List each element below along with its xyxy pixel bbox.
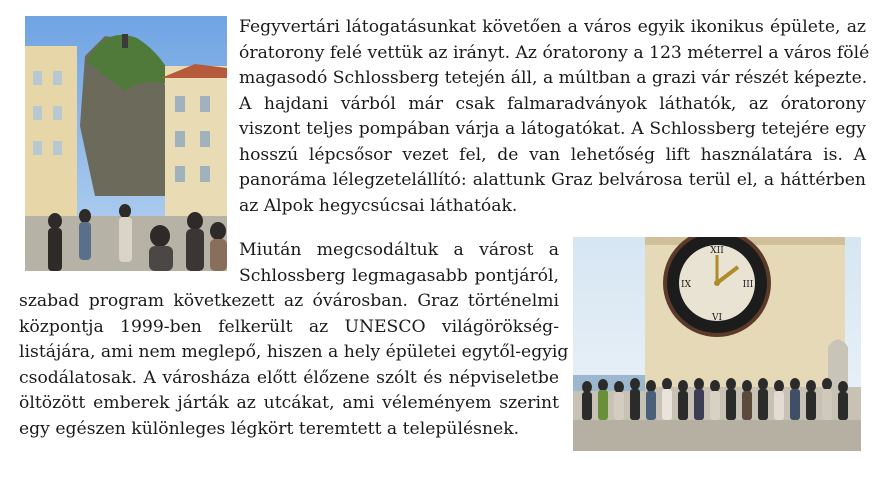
svg-text:III: III xyxy=(742,280,754,290)
paragraph-old-town xyxy=(19,289,569,442)
clock-tower-illustration xyxy=(573,237,861,451)
text-line: központja 1999-ben felkerült az UNESCO világörökség- xyxy=(19,316,559,337)
text-line: A hajdani várból már csak falmaradványok láthatók, az óratorony xyxy=(239,93,866,114)
text-line: viszont teljes pompában várja a látogatókat. A Schlossberg tetejére egy xyxy=(239,119,866,139)
text-line: óratorony felé vettük az irányt. Az óratorony a 123 méterrel a város fölé xyxy=(239,42,870,63)
text-line: Fegyvertári látogatásunkat követően a város egyik ikonikus épülete, az xyxy=(239,17,866,37)
text-line: Schlossberg legmagasabb pontjáról, xyxy=(239,265,559,286)
street-photo xyxy=(25,16,227,271)
text-line: hosszú lépcsősor vezet fel, de van lehetőség lift használatára is. A xyxy=(239,144,866,165)
svg-text:VI: VI xyxy=(711,313,723,323)
text-line: szabad program következett az óvárosban. Graz történelmi xyxy=(19,291,559,311)
text-line: magasodó Schlossberg tetején áll, a múltban a grazi vár részét képezte. xyxy=(239,68,868,88)
paragraph-old-town-intro xyxy=(239,238,559,289)
svg-text:XII: XII xyxy=(710,246,724,256)
text-line: öltözött emberek járták az utcákat, ami véleményem szerint xyxy=(19,393,559,413)
text-line: az Alpok hegycsúcsai láthatóak. xyxy=(239,195,518,216)
text-line: listájára, ami nem meglepő, hiszen a hely épületei egytől-egyig xyxy=(19,342,569,362)
text-line: panoráma lélegzetelállító: alattunk Graz belvárosa terül el, a háttérben xyxy=(239,170,866,190)
text-line: egy egészen különleges légkört teremtett a településnek. xyxy=(19,418,520,439)
text-line: csodálatosak. A városháza előtt élőzene szólt és népviseletbe xyxy=(19,367,559,388)
text-line: Miután megcsodáltuk a várost a xyxy=(239,240,559,260)
street-photo-illustration xyxy=(25,16,227,271)
clock-tower-photo xyxy=(573,237,861,451)
paragraph-clock-tower xyxy=(239,15,870,219)
svg-text:IX: IX xyxy=(681,280,691,290)
